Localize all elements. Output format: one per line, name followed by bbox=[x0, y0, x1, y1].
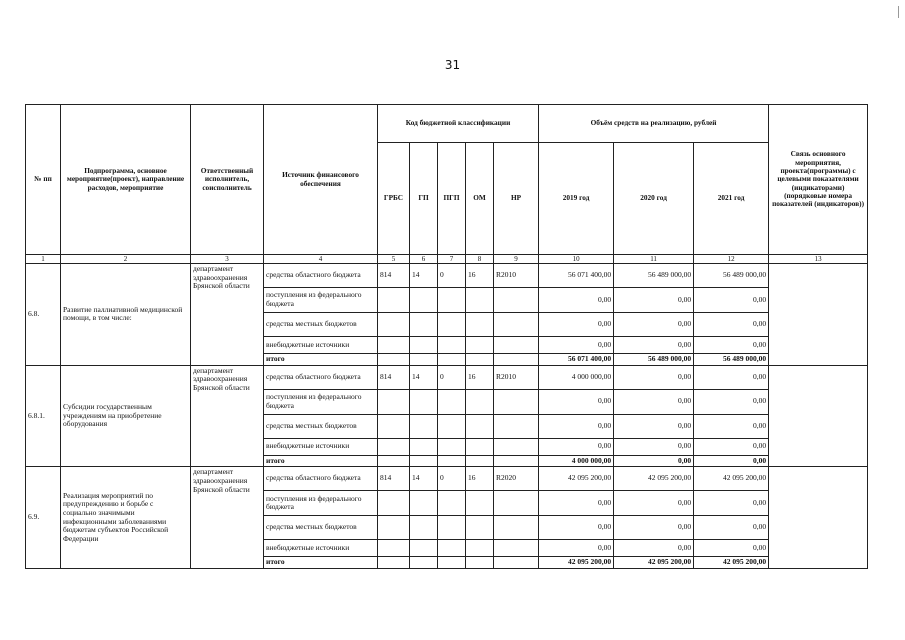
header-2021: 2021 год bbox=[694, 143, 769, 255]
col-number: 2 bbox=[61, 255, 191, 264]
code-np bbox=[494, 354, 539, 366]
code-grbs bbox=[378, 354, 410, 366]
code-gp bbox=[410, 337, 438, 354]
col-number: 4 bbox=[264, 255, 378, 264]
code-om bbox=[466, 414, 494, 438]
code-np bbox=[494, 288, 539, 313]
header-subprogram: Подпрограмма, основное мероприятие(проект), направление расходов, мероприятие bbox=[61, 105, 191, 255]
code-gp bbox=[410, 389, 438, 414]
amount-2019: 42 095 200,00 bbox=[539, 467, 614, 491]
amount-2020: 56 489 000,00 bbox=[614, 354, 694, 366]
col-number: 7 bbox=[438, 255, 466, 264]
header-2019: 2019 год bbox=[539, 143, 614, 255]
code-grbs bbox=[378, 540, 410, 557]
amount-2020: 42 095 200,00 bbox=[614, 467, 694, 491]
code-grbs: 814 bbox=[378, 365, 410, 389]
amount-2021: 0,00 bbox=[694, 491, 769, 516]
row-number: 6.9. bbox=[26, 467, 61, 569]
code-om: 16 bbox=[466, 467, 494, 491]
amount-2020: 0,00 bbox=[614, 438, 694, 455]
funding-source: поступления из федерального бюджета bbox=[264, 288, 378, 313]
code-om bbox=[466, 455, 494, 467]
amount-2019: 0,00 bbox=[539, 540, 614, 557]
amount-2021: 0,00 bbox=[694, 540, 769, 557]
amount-2020: 56 489 000,00 bbox=[614, 264, 694, 288]
header-gp: ГП bbox=[410, 143, 438, 255]
funding-source: средства местных бюджетов bbox=[264, 516, 378, 540]
code-grbs bbox=[378, 337, 410, 354]
code-gp: 14 bbox=[410, 467, 438, 491]
header-pgp: ПГП bbox=[438, 143, 466, 255]
amount-2019: 56 071 400,00 bbox=[539, 354, 614, 366]
funding-source: средства местных бюджетов bbox=[264, 313, 378, 337]
amount-2021: 56 489 000,00 bbox=[694, 354, 769, 366]
col-number: 1 bbox=[26, 255, 61, 264]
amount-2021: 0,00 bbox=[694, 438, 769, 455]
funding-source: внебюджетные источники bbox=[264, 337, 378, 354]
funding-source: итого bbox=[264, 455, 378, 467]
code-pgp bbox=[438, 540, 466, 557]
code-gp bbox=[410, 438, 438, 455]
code-grbs bbox=[378, 491, 410, 516]
amount-2019: 0,00 bbox=[539, 516, 614, 540]
amount-2019: 0,00 bbox=[539, 389, 614, 414]
amount-2020: 0,00 bbox=[614, 455, 694, 467]
col-number: 8 bbox=[466, 255, 494, 264]
amount-2019: 0,00 bbox=[539, 438, 614, 455]
code-gp bbox=[410, 516, 438, 540]
code-om bbox=[466, 337, 494, 354]
code-gp bbox=[410, 313, 438, 337]
header-num: № пп bbox=[26, 105, 61, 255]
code-om: 16 bbox=[466, 365, 494, 389]
code-pgp bbox=[438, 455, 466, 467]
amount-2021: 0,00 bbox=[694, 389, 769, 414]
header-budget-code: Код бюджетной классификации bbox=[378, 105, 539, 143]
amount-2019: 42 095 200,00 bbox=[539, 557, 614, 569]
code-gp bbox=[410, 491, 438, 516]
code-gp bbox=[410, 557, 438, 569]
amount-2019: 0,00 bbox=[539, 337, 614, 354]
indicator-link bbox=[769, 467, 868, 569]
amount-2021: 42 095 200,00 bbox=[694, 557, 769, 569]
code-grbs: 814 bbox=[378, 467, 410, 491]
amount-2020: 0,00 bbox=[614, 389, 694, 414]
funding-source: средства областного бюджета bbox=[264, 264, 378, 288]
code-gp bbox=[410, 540, 438, 557]
code-gp: 14 bbox=[410, 365, 438, 389]
executor: департамент здравоохранения Брянской области bbox=[191, 467, 264, 569]
header-volume: Объём средств на реализацию, рублей bbox=[539, 105, 769, 143]
funding-source: средства местных бюджетов bbox=[264, 414, 378, 438]
funding-source: внебюджетные источники bbox=[264, 540, 378, 557]
col-number: 5 bbox=[378, 255, 410, 264]
funding-source: средства областного бюджета bbox=[264, 365, 378, 389]
code-np bbox=[494, 337, 539, 354]
amount-2020: 0,00 bbox=[614, 337, 694, 354]
code-gp bbox=[410, 455, 438, 467]
indicator-link bbox=[769, 264, 868, 366]
amount-2019: 4 000 000,00 bbox=[539, 455, 614, 467]
executor: департамент здравоохранения Брянской области bbox=[191, 264, 264, 366]
amount-2021: 0,00 bbox=[694, 313, 769, 337]
table-header bbox=[26, 105, 868, 255]
code-grbs bbox=[378, 455, 410, 467]
measure-name: Субсидии государственным учреждениям на приобретение оборудования bbox=[61, 365, 191, 467]
code-np bbox=[494, 414, 539, 438]
amount-2021: 0,00 bbox=[694, 337, 769, 354]
code-np bbox=[494, 389, 539, 414]
header-np: НР bbox=[494, 143, 539, 255]
code-pgp bbox=[438, 288, 466, 313]
col-number: 12 bbox=[694, 255, 769, 264]
column-number-row bbox=[26, 255, 868, 264]
code-om bbox=[466, 313, 494, 337]
col-number: 13 bbox=[769, 255, 868, 264]
amount-2020: 0,00 bbox=[614, 414, 694, 438]
code-pgp bbox=[438, 414, 466, 438]
code-om bbox=[466, 516, 494, 540]
code-grbs bbox=[378, 557, 410, 569]
amount-2020: 0,00 bbox=[614, 491, 694, 516]
funding-source: итого bbox=[264, 354, 378, 366]
amount-2021: 0,00 bbox=[694, 288, 769, 313]
code-om: 16 bbox=[466, 264, 494, 288]
funding-source: средства областного бюджета bbox=[264, 467, 378, 491]
amount-2020: 42 095 200,00 bbox=[614, 557, 694, 569]
code-np bbox=[494, 540, 539, 557]
col-number: 6 bbox=[410, 255, 438, 264]
amount-2021: 0,00 bbox=[694, 414, 769, 438]
amount-2019: 4 000 000,00 bbox=[539, 365, 614, 389]
code-gp bbox=[410, 414, 438, 438]
code-gp bbox=[410, 288, 438, 313]
code-grbs bbox=[378, 438, 410, 455]
code-grbs: 814 bbox=[378, 264, 410, 288]
table-row bbox=[26, 365, 868, 389]
code-np: R2020 bbox=[494, 467, 539, 491]
code-np bbox=[494, 557, 539, 569]
code-np bbox=[494, 491, 539, 516]
amount-2019: 0,00 bbox=[539, 313, 614, 337]
code-om bbox=[466, 354, 494, 366]
code-pgp: 0 bbox=[438, 264, 466, 288]
code-grbs bbox=[378, 313, 410, 337]
col-number: 11 bbox=[614, 255, 694, 264]
code-pgp bbox=[438, 438, 466, 455]
funding-source: поступления из федерального бюджета bbox=[264, 491, 378, 516]
amount-2019: 0,00 bbox=[539, 491, 614, 516]
code-np bbox=[494, 516, 539, 540]
amount-2020: 0,00 bbox=[614, 516, 694, 540]
amount-2021: 0,00 bbox=[694, 365, 769, 389]
code-pgp bbox=[438, 313, 466, 337]
code-pgp: 0 bbox=[438, 365, 466, 389]
code-pgp bbox=[438, 491, 466, 516]
row-number: 6.8.1. bbox=[26, 365, 61, 467]
code-grbs bbox=[378, 389, 410, 414]
funding-source: итого bbox=[264, 557, 378, 569]
code-grbs bbox=[378, 414, 410, 438]
col-number: 3 bbox=[191, 255, 264, 264]
code-gp bbox=[410, 354, 438, 366]
code-np bbox=[494, 455, 539, 467]
row-number: 6.8. bbox=[26, 264, 61, 366]
code-om bbox=[466, 389, 494, 414]
header-om: ОМ bbox=[466, 143, 494, 255]
code-om bbox=[466, 438, 494, 455]
code-pgp bbox=[438, 389, 466, 414]
code-pgp bbox=[438, 557, 466, 569]
code-om bbox=[466, 540, 494, 557]
amount-2019: 0,00 bbox=[539, 414, 614, 438]
code-np: R2010 bbox=[494, 365, 539, 389]
code-pgp bbox=[438, 354, 466, 366]
header-source: Источник финансового обеспечения bbox=[264, 105, 378, 255]
code-np: R2010 bbox=[494, 264, 539, 288]
table-body bbox=[26, 255, 868, 569]
amount-2020: 0,00 bbox=[614, 365, 694, 389]
measure-name: Реализация мероприятий по предупреждению и борьбе с социально значимыми инфекционными заболеваниями бюджетам субъектов Российской Федерации bbox=[61, 467, 191, 569]
code-om bbox=[466, 491, 494, 516]
executor: департамент здравоохранения Брянской области bbox=[191, 365, 264, 467]
code-grbs bbox=[378, 516, 410, 540]
funding-source: поступления из федерального бюджета bbox=[264, 389, 378, 414]
col-number: 9 bbox=[494, 255, 539, 264]
code-grbs bbox=[378, 288, 410, 313]
budget-table bbox=[25, 104, 868, 569]
indicator-link bbox=[769, 365, 868, 467]
amount-2020: 0,00 bbox=[614, 313, 694, 337]
code-pgp bbox=[438, 516, 466, 540]
code-om bbox=[466, 557, 494, 569]
code-np bbox=[494, 313, 539, 337]
amount-2020: 0,00 bbox=[614, 288, 694, 313]
page-number: 31 bbox=[444, 58, 461, 72]
header-link: Связь основного мероприятия, проекта(программы) с целевыми показателями (индикаторами) (порядковые номера показателей (индикаторов)) bbox=[769, 105, 868, 255]
amount-2021: 56 489 000,00 bbox=[694, 264, 769, 288]
code-pgp: 0 bbox=[438, 467, 466, 491]
amount-2019: 0,00 bbox=[539, 288, 614, 313]
amount-2021: 0,00 bbox=[694, 455, 769, 467]
col-number: 10 bbox=[539, 255, 614, 264]
amount-2020: 0,00 bbox=[614, 540, 694, 557]
amount-2019: 56 071 400,00 bbox=[539, 264, 614, 288]
code-pgp bbox=[438, 337, 466, 354]
amount-2021: 0,00 bbox=[694, 516, 769, 540]
code-om bbox=[466, 288, 494, 313]
table-row bbox=[26, 264, 868, 288]
code-gp: 14 bbox=[410, 264, 438, 288]
page-edge-mark bbox=[898, 6, 899, 18]
measure-name: Развитие паллиативной медицинской помощи, в том числе: bbox=[61, 264, 191, 366]
code-np bbox=[494, 438, 539, 455]
header-grbs: ГРБС bbox=[378, 143, 410, 255]
header-executor: Ответственный исполнитель, соисполнитель bbox=[191, 105, 264, 255]
funding-source: внебюджетные источники bbox=[264, 438, 378, 455]
amount-2021: 42 095 200,00 bbox=[694, 467, 769, 491]
header-2020: 2020 год bbox=[614, 143, 694, 255]
table-row bbox=[26, 467, 868, 491]
